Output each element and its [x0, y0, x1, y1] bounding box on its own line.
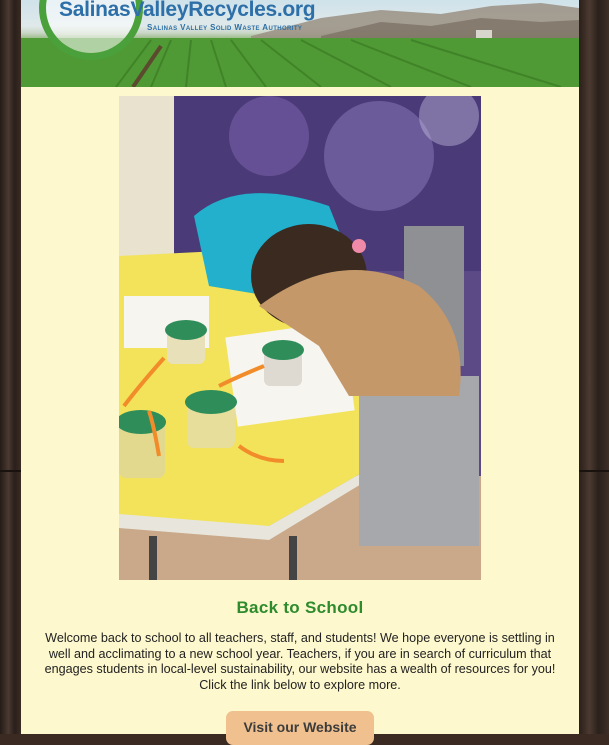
visit-website-button[interactable]: Visit our Website	[226, 711, 374, 745]
logo-name: SalinasValleyRecycles	[59, 0, 277, 21]
site-logo[interactable]	[59, 0, 315, 22]
right-wood-frame	[579, 0, 609, 734]
left-wood-frame	[0, 0, 21, 734]
child-with-bug-viewers-image	[119, 96, 481, 580]
article-body: Welcome back to school to all teachers, staff, and students! We hope everyone is settling in well and acclimating to a new school year. Teachers, if you are in search of curriculum that engages students in local-level sustainability, our website has a wealth of resources for you! Click the link below to explore more.	[44, 631, 556, 692]
logo-subtitle: Salinas Valley Solid Waste Authority	[147, 23, 303, 32]
logo-tld: .org	[276, 0, 316, 21]
article-photo	[119, 96, 481, 580]
header-banner	[21, 0, 579, 87]
article-title: Back to School	[236, 598, 364, 617]
newsletter-panel	[21, 0, 579, 734]
